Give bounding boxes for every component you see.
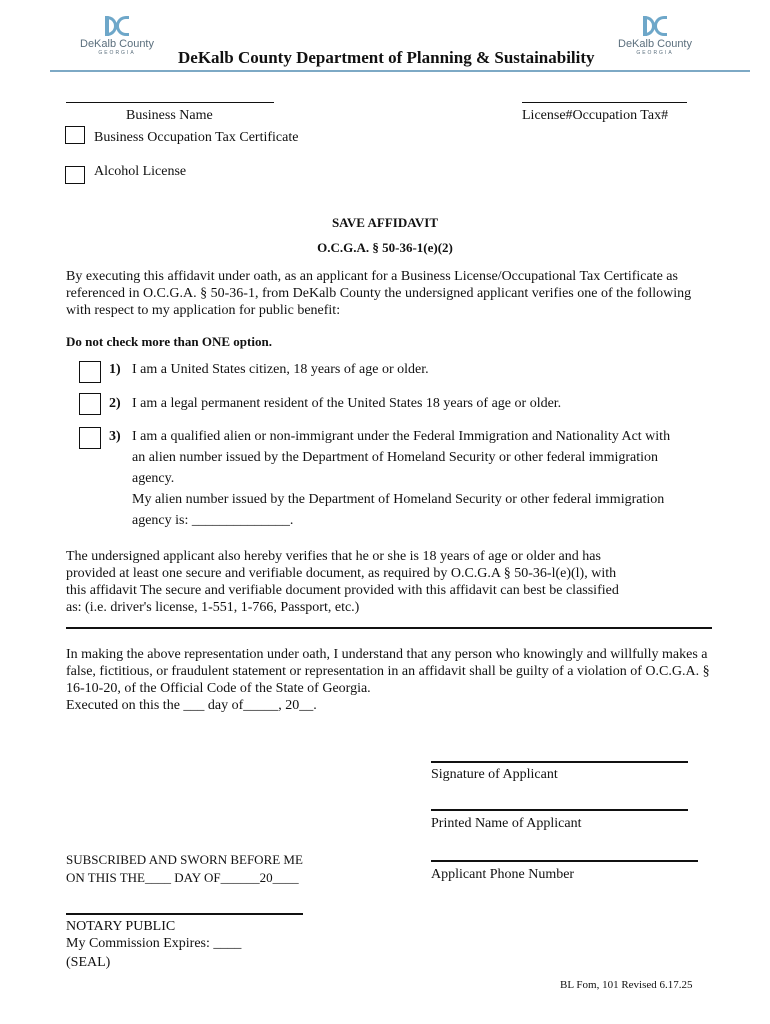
signature-label: Signature of Applicant — [431, 767, 558, 782]
commission-expires[interactable]: My Commission Expires: ____ — [66, 936, 242, 951]
verification-paragraph: The undersigned applicant also hereby verifies that he or she is 18 years of age or older and has provided at least one secure and verifiable document, as required by O.C.G.A § 50-36-l(e)(l), with this affidavit The secure and verifiable document provided with this affidavit can best be classified as: (i.e. driver's license, 1-551, 1-766, Passport, etc.) — [66, 549, 619, 615]
dc-logo-icon — [643, 16, 667, 38]
alcohol-license-checkbox[interactable] — [65, 166, 85, 184]
notary-signature-line[interactable] — [66, 913, 303, 915]
notary-public-label: NOTARY PUBLIC — [66, 919, 176, 934]
option-1-checkbox[interactable] — [79, 361, 101, 383]
printed-name-line[interactable] — [431, 809, 688, 811]
option-instruction: Do not check more than ONE option. — [66, 334, 272, 349]
option-3-number: 3) — [109, 429, 121, 444]
option-3-line1: I am a qualified alien or non-immigrant under the Federal Immigration and Nationality Act with — [132, 429, 671, 444]
form-identifier: BL Fom, 101 Revised 6.17.25 — [560, 979, 693, 991]
county-logo-left — [77, 16, 157, 62]
logo-name: DeKalb County — [80, 38, 154, 50]
option-3-checkbox[interactable] — [79, 427, 101, 449]
affidavit-intro: By executing this affidavit under oath, as an applicant for a Business License/Occupational Tax Certificate as referenced in O.C.G.A. § 50-36-1, from DeKalb County the undersigned applicant verifies one of the following with respect to my application for public benefit: — [66, 269, 692, 318]
executed-date[interactable]: Executed on this the ___ day of_____, 20__. — [66, 698, 317, 713]
option-2-text: I am a legal permanent resident of the United States 18 years of age or older. — [132, 396, 562, 411]
seal-label: (SEAL) — [66, 955, 111, 970]
sworn-line-2[interactable]: ON THIS THE____ DAY OF______20____ — [66, 870, 299, 885]
option-1-text: I am a United States citizen, 18 years of age or older. — [132, 362, 429, 377]
option-3-line3: agency. — [132, 471, 175, 486]
county-logo-right — [615, 16, 695, 62]
option-3-line2: an alien number issued by the Department of Homeland Security or other federal immigration — [132, 450, 659, 465]
option-2-checkbox[interactable] — [79, 393, 101, 415]
affidavit-statute: O.C.G.A. § 50-36-1(e)(2) — [317, 240, 453, 255]
business-occupation-label: Business Occupation Tax Certificate — [94, 130, 299, 145]
license-number-label: License#Occupation Tax# — [522, 108, 669, 123]
affidavit-title: SAVE AFFIDAVIT — [331, 215, 439, 230]
license-number-line[interactable] — [522, 102, 687, 103]
phone-line[interactable] — [431, 860, 698, 862]
oath-paragraph: In making the above representation under oath, I understand that any person who knowingly and willfully makes a false, fictitious, or fraudulent statement or representation in an affidavit shall be guilty of a violation of O.C.G.A. § 16-10-20, of the Official Code of the State of Georgia. — [66, 647, 710, 696]
logo-name: DeKalb County — [618, 38, 692, 50]
printed-name-label: Printed Name of Applicant — [431, 816, 582, 831]
alcohol-license-label: Alcohol License — [94, 164, 187, 179]
dc-logo-icon — [105, 16, 129, 38]
logo-state: GEORGIA — [98, 50, 136, 56]
signature-line[interactable] — [431, 761, 688, 763]
alien-number-field[interactable]: agency is: ______________. — [132, 513, 294, 528]
sworn-line-1: SUBSCRIBED AND SWORN BEFORE ME — [66, 852, 303, 867]
option-1-number: 1) — [109, 362, 121, 377]
phone-label: Applicant Phone Number — [431, 867, 575, 882]
section-divider — [66, 627, 712, 629]
option-2-number: 2) — [109, 396, 121, 411]
business-occupation-checkbox[interactable] — [65, 126, 85, 144]
header-divider — [50, 70, 750, 72]
logo-state: GEORGIA — [636, 50, 674, 56]
business-name-label: Business Name — [126, 108, 213, 123]
business-name-line[interactable] — [66, 102, 274, 103]
page-title: DeKalb County Department of Planning & Sustainability — [178, 48, 595, 67]
option-3-line4: My alien number issued by the Department of Homeland Security or other federal immigration — [132, 492, 665, 507]
